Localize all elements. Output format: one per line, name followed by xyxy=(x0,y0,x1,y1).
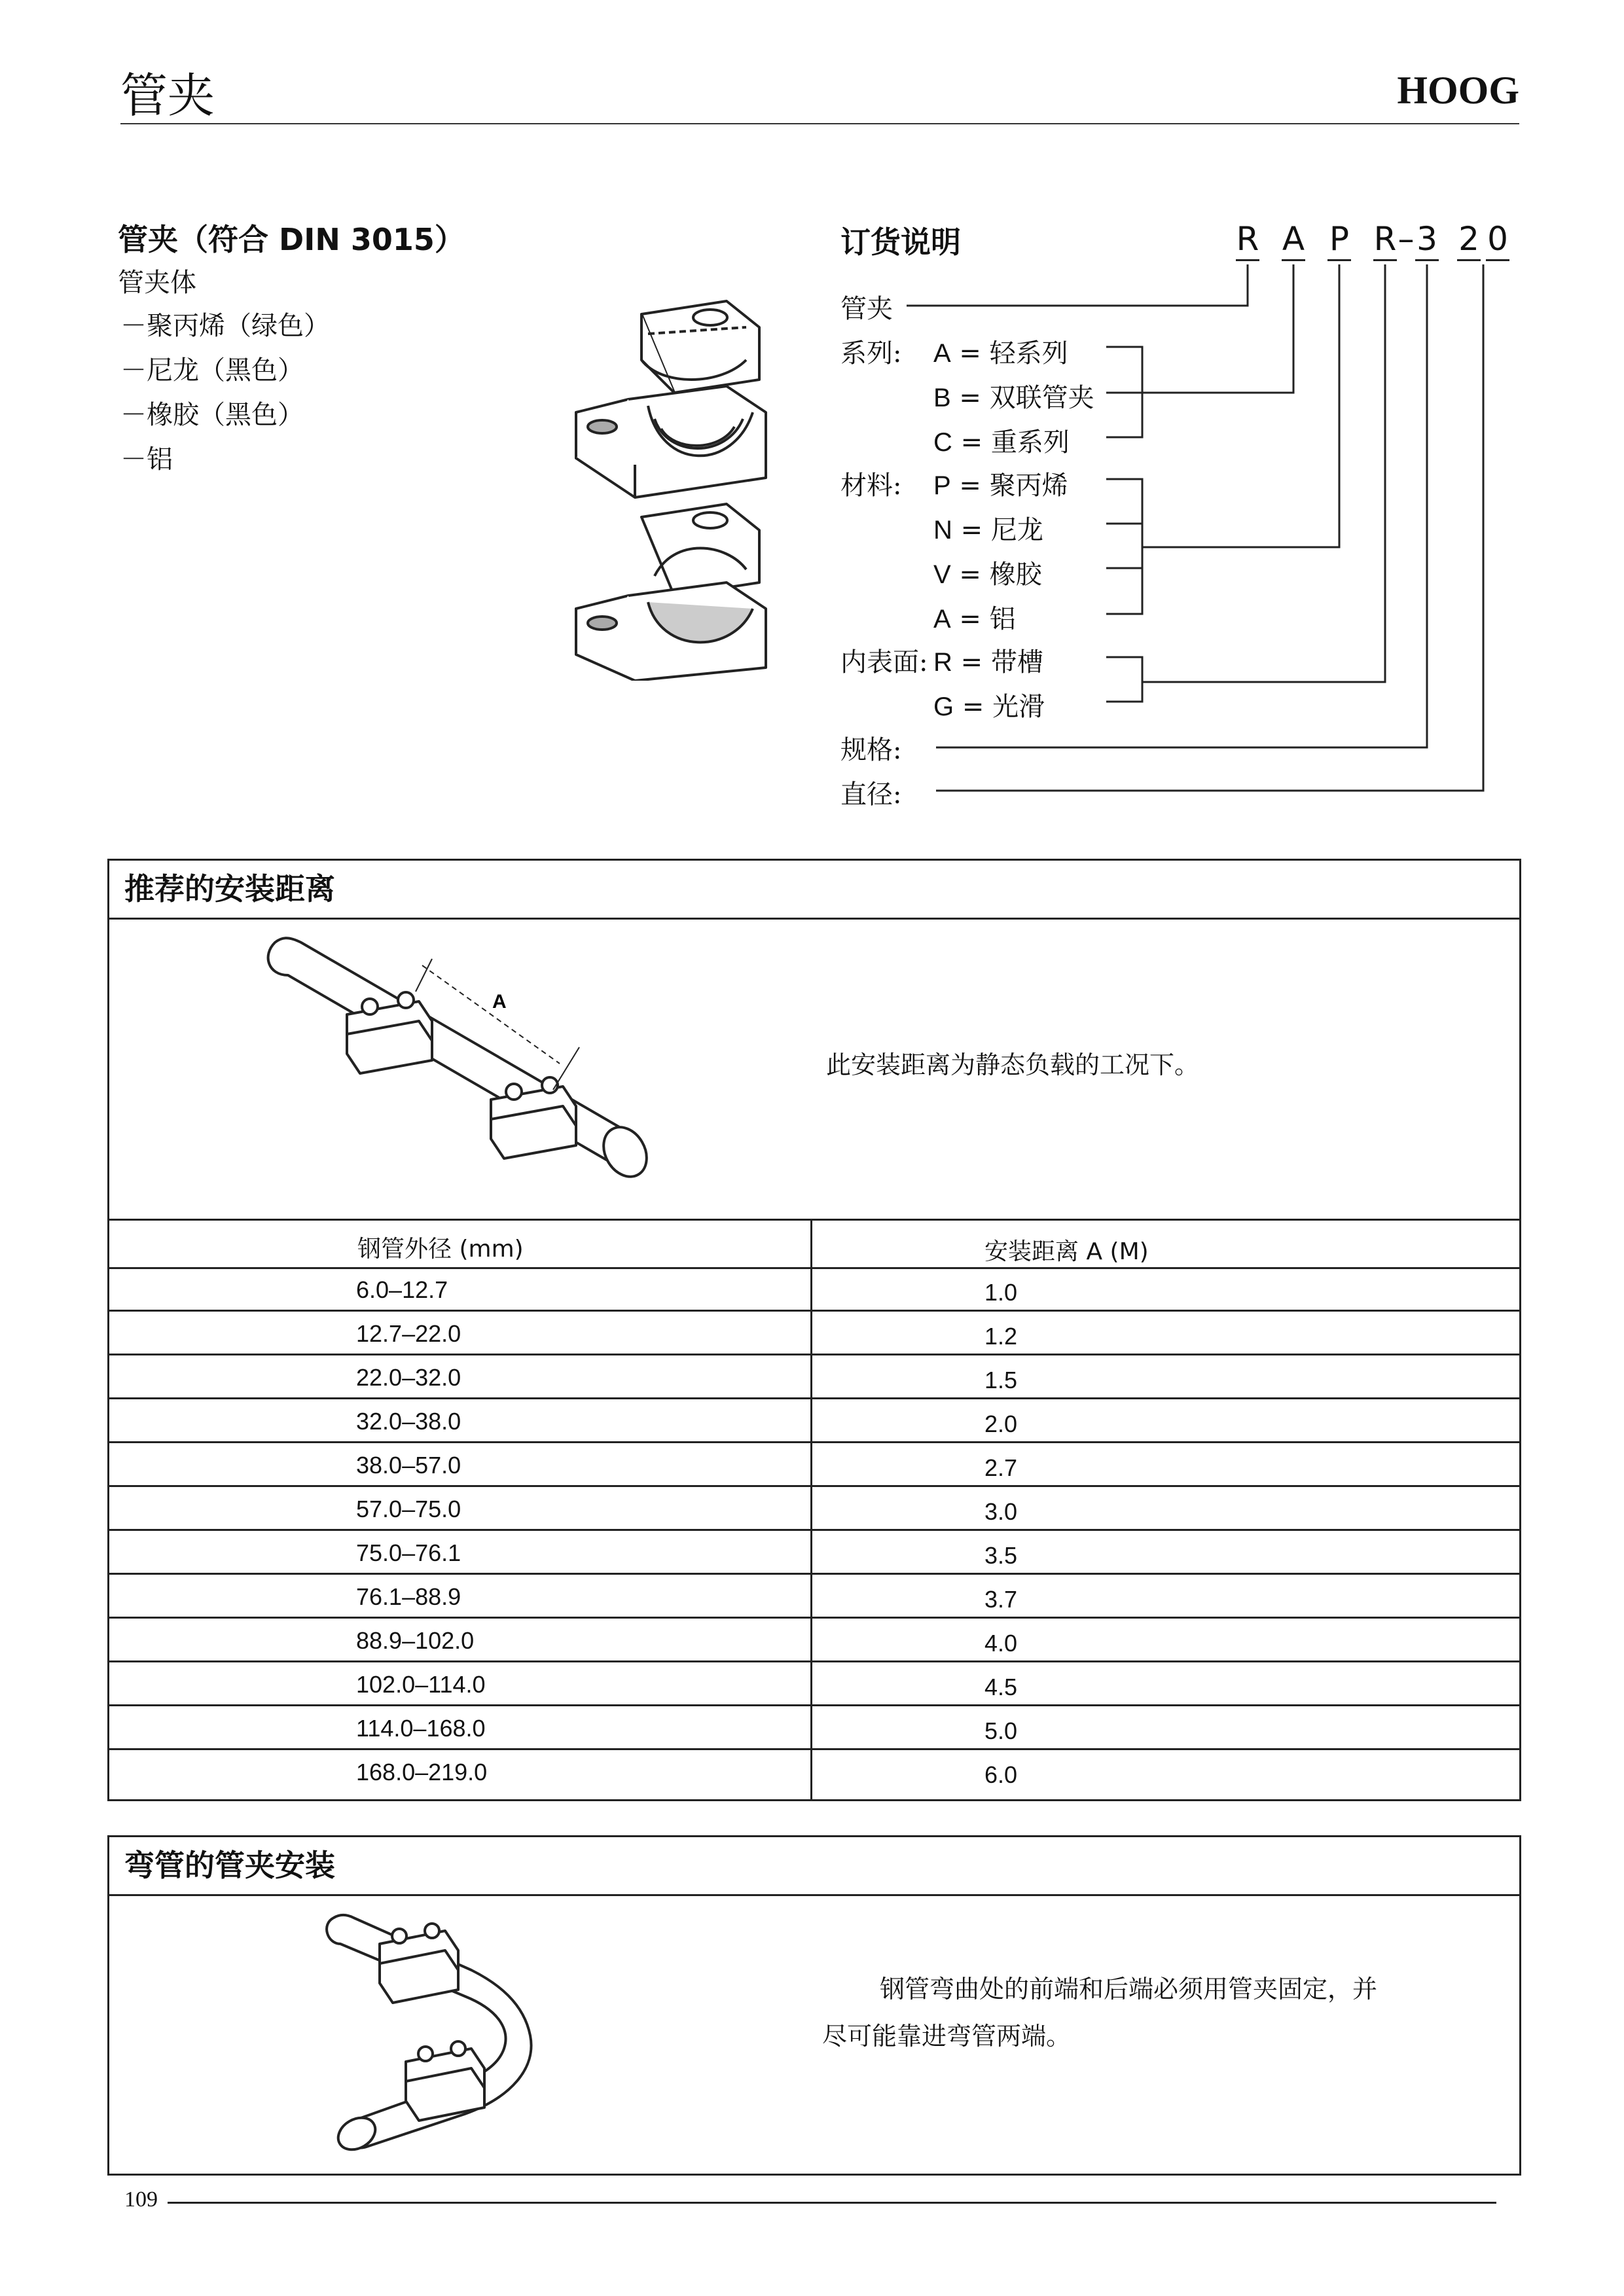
table-header-od: 钢管外径 (mm) xyxy=(357,1236,524,1263)
code-dash: – xyxy=(1398,220,1415,258)
straight-pipe-illustration xyxy=(249,929,655,1204)
bend-note-line2: 尽可能靠进弯管两端。 xyxy=(822,2022,1072,2051)
table-cell-od: 114.0–168.0 xyxy=(356,1715,486,1742)
table-row-divider xyxy=(107,1529,1521,1531)
surface-label: 内表面: xyxy=(840,647,928,677)
table-cell-od: 57.0–75.0 xyxy=(356,1496,461,1522)
diameter-label: 直径: xyxy=(840,780,902,810)
series-option: C = 重系列 xyxy=(933,427,1070,457)
table-cell-od: 168.0–219.0 xyxy=(356,1759,488,1785)
table-cell-distance: 3.5 xyxy=(984,1542,1018,1569)
spacing-note: 此安装距离为静态负载的工况下。 xyxy=(826,1050,1200,1079)
bend-section-title: 弯管的管夹安装 xyxy=(124,1848,335,1883)
material-item: －聚丙烯（绿色） xyxy=(120,311,330,341)
table-rule xyxy=(107,1219,1521,1221)
series-option: A = 轻系列 xyxy=(933,338,1068,368)
material-item: －铝 xyxy=(120,444,173,475)
code-letter: 2 xyxy=(1458,220,1479,258)
page-title: 管夹 xyxy=(120,68,215,123)
table-rule xyxy=(107,1267,1521,1269)
table-cell-od: 32.0–38.0 xyxy=(356,1408,461,1435)
table-row-divider xyxy=(107,1354,1521,1355)
table-cell-od: 12.7–22.0 xyxy=(356,1320,461,1347)
series-option: B = 双联管夹 xyxy=(933,383,1094,413)
clamp-label: 管夹 xyxy=(840,294,893,324)
table-row-divider xyxy=(107,1573,1521,1575)
table-row-divider xyxy=(107,1485,1521,1487)
table-cell-distance: 1.5 xyxy=(984,1367,1018,1393)
table-row-divider xyxy=(107,1660,1521,1662)
page-number: 109 xyxy=(124,2187,158,2212)
brand-logo: HOOG xyxy=(1397,69,1519,112)
table-cell-od: 75.0–76.1 xyxy=(356,1539,461,1566)
table-cell-distance: 2.7 xyxy=(984,1454,1018,1481)
code-letter: 0 xyxy=(1487,220,1508,258)
bend-note-line1: 钢管弯曲处的前端和后端必须用管夹固定，并 xyxy=(880,1975,1378,2003)
material-option: A = 铝 xyxy=(933,604,1016,634)
dimension-label: A xyxy=(492,991,507,1013)
table-cell-distance: 3.0 xyxy=(984,1498,1018,1525)
table-cell-od: 76.1–88.9 xyxy=(356,1583,461,1610)
table-row-divider xyxy=(107,1617,1521,1619)
code-letter: R xyxy=(1236,220,1259,258)
material-option: V = 橡胶 xyxy=(933,560,1042,590)
footer-rule xyxy=(168,2202,1496,2204)
table-cell-distance: 4.0 xyxy=(984,1630,1018,1657)
table-cell-od: 88.9–102.0 xyxy=(356,1627,475,1654)
surface-option: G = 光滑 xyxy=(933,692,1045,722)
table-cell-distance: 4.5 xyxy=(984,1674,1018,1700)
material-option: P = 聚丙烯 xyxy=(933,471,1068,501)
code-letter: R xyxy=(1373,220,1397,258)
table-row-divider xyxy=(107,1397,1521,1399)
table-row-divider xyxy=(107,1704,1521,1706)
table-cell-distance: 3.7 xyxy=(984,1586,1018,1613)
series-label: 系列: xyxy=(840,338,902,368)
material-option: N = 尼龙 xyxy=(933,515,1043,545)
material-item: －尼龙（黑色） xyxy=(120,355,304,386)
order-code-connectors xyxy=(0,0,1624,825)
table-cell-od: 102.0–114.0 xyxy=(356,1671,486,1698)
bent-pipe-illustration xyxy=(314,1905,550,2166)
intro-title: 管夹（符合 DIN 3015） xyxy=(118,222,465,257)
table-cell-distance: 1.2 xyxy=(984,1323,1018,1350)
table-cell-od: 22.0–32.0 xyxy=(356,1364,461,1391)
spacing-section-title: 推荐的安装距离 xyxy=(124,871,335,906)
table-cell-distance: 1.0 xyxy=(984,1279,1018,1306)
table-column-divider xyxy=(810,1219,812,1801)
table-cell-distance: 2.0 xyxy=(984,1410,1018,1437)
intro-subtitle: 管夹体 xyxy=(118,268,196,298)
table-header-distance: 安装距离 A (M) xyxy=(984,1238,1149,1265)
table-cell-od: 6.0–12.7 xyxy=(356,1276,448,1303)
order-title: 订货说明 xyxy=(840,224,961,260)
code-letter: P xyxy=(1329,220,1350,258)
code-letter: 3 xyxy=(1416,220,1437,258)
table-cell-distance: 6.0 xyxy=(984,1761,1018,1788)
material-label: 材料: xyxy=(840,471,902,501)
table-row-divider xyxy=(107,1441,1521,1443)
table-cell-od: 38.0–57.0 xyxy=(356,1452,461,1479)
material-item: －橡胶（黑色） xyxy=(120,400,304,430)
code-letter: A xyxy=(1282,220,1305,258)
surface-option: R = 带槽 xyxy=(933,647,1043,677)
table-row-divider xyxy=(107,1310,1521,1312)
size-label: 规格: xyxy=(840,735,902,765)
section-divider xyxy=(107,918,1521,920)
section-divider xyxy=(107,1894,1521,1896)
table-cell-distance: 5.0 xyxy=(984,1717,1018,1744)
table-row-divider xyxy=(107,1748,1521,1750)
